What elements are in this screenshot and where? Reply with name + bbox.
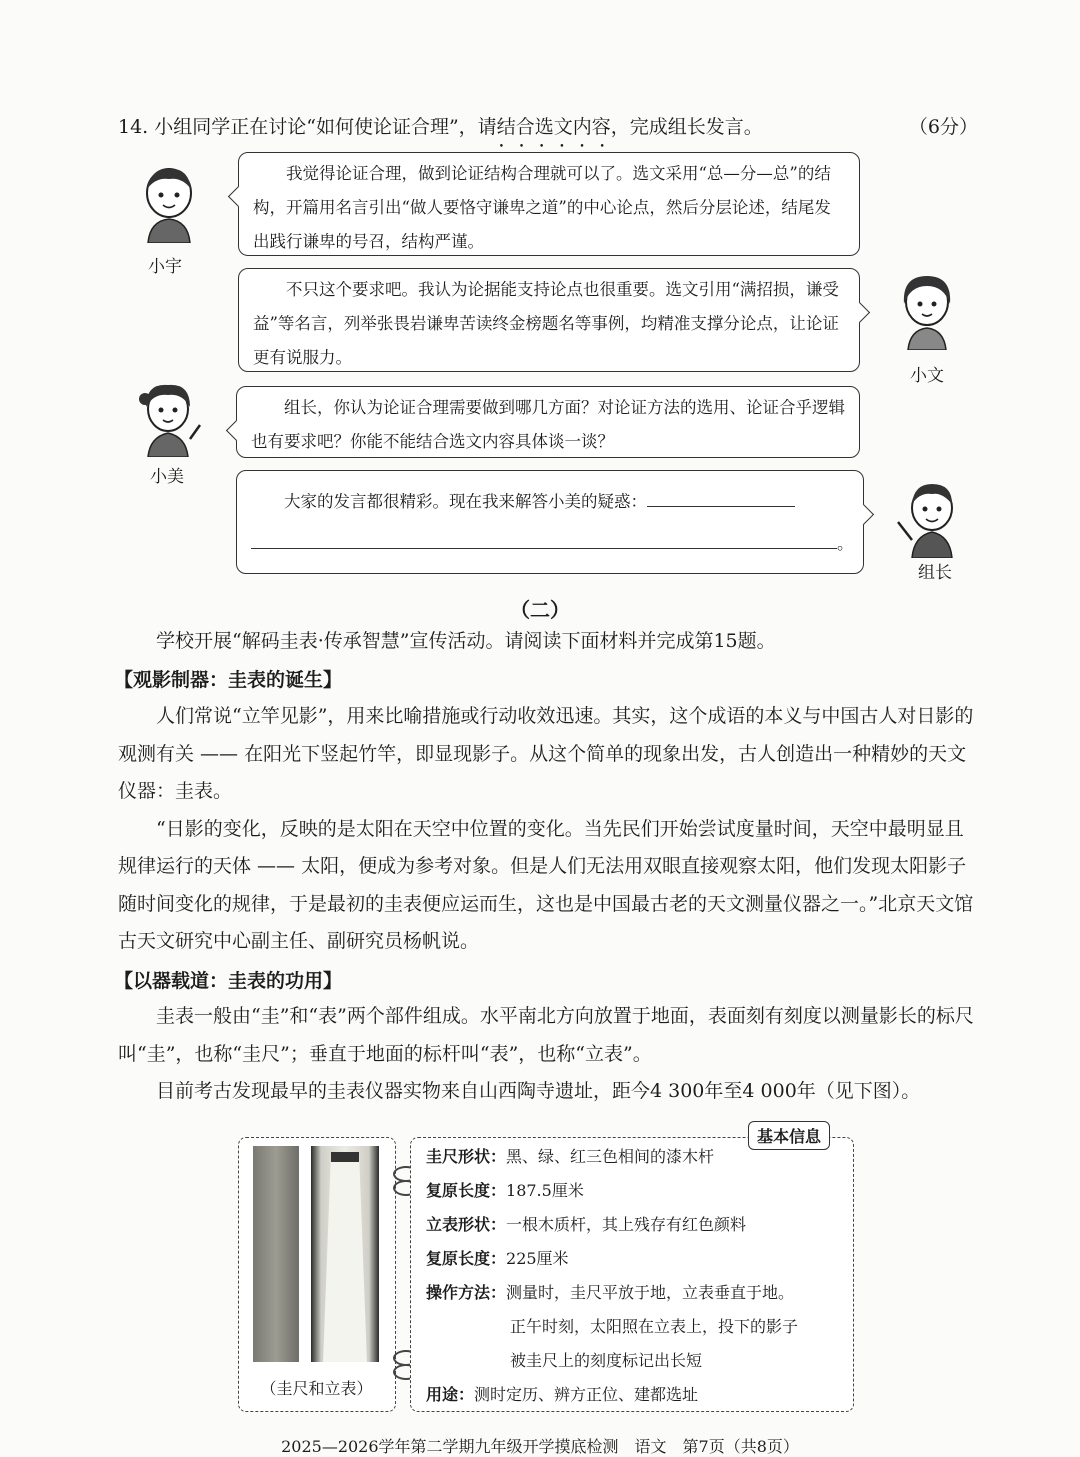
info-row: 圭尺形状：黑、绿、红三色相间的漆木杆 xyxy=(426,1147,715,1166)
speech-bubble-xiaomei xyxy=(236,386,860,458)
speech-xiaomei: 组长，你认为论证合理需要做到哪几方面？对论证方法的选用、论证合乎逻辑也有要求吧？你能不能结合选文内容具体谈一谈？ xyxy=(251,398,845,451)
figure-caption: （圭尺和立表） xyxy=(260,1379,373,1398)
part1-p1: 人们常说“立竿见影”，用来比喻措施或行动收效迅速。其实，这个成语的本义与中国古人对日影的观测有关 —— 在阳光下竖起竹竿，即显现影子。从这个简单的现象出发，古人创造出一种精妙的天文仪器：圭表。 xyxy=(118,705,974,802)
speech-bubble-leader xyxy=(236,470,864,574)
answer-blank-1[interactable] xyxy=(647,488,795,507)
question-text-after: ，完成组长发言。 xyxy=(610,116,763,138)
avatar-leader-icon xyxy=(892,478,962,558)
speech-leader-end: 。 xyxy=(837,534,854,553)
info-row: 立表形状：一根木质杆，其上残存有红色颜料 xyxy=(426,1215,747,1234)
info-row: 复原长度：187.5厘米 xyxy=(426,1181,584,1200)
info-row: 用途：测时定历、辨方正位、建都选址 xyxy=(426,1385,699,1404)
avatar-xiaowen-icon xyxy=(892,270,962,350)
intro-paragraph xyxy=(118,623,978,661)
part2-p2: 目前考古发现最早的圭表仪器实物来自山西陶寺遗址，距今4 300年至4 000年（见下图）。 xyxy=(156,1080,921,1102)
intro-text: 学校开展“解码圭表·传承智慧”宣传活动。请阅读下面材料并完成第15题。 xyxy=(156,630,776,652)
speech-xiaowen: 不只这个要求吧。我认为论据能支持论点也很重要。选文引用“满招损，谦受益”等名言，列举张畏岩谦卑苦读终金榜题名等事例，均精准支撑分论点，让论证更有说服力。 xyxy=(253,280,839,367)
speaker-xiaoyu: 小宇 xyxy=(148,257,182,277)
question-emphasis: 结合选文内容 • • • xyxy=(497,116,611,138)
info-row: 被圭尺上的刻度标记出长短 xyxy=(510,1351,703,1370)
speech-leader: 大家的发言都很精彩。现在我来解答小美的疑惑： xyxy=(284,492,647,511)
info-row: 操作方法：测量时，圭尺平放于地，立表垂直于地。 xyxy=(426,1283,795,1302)
part1-p2: “日影的变化，反映的是太阳在天空中位置的变化。当先民们开始尝试度量时间，天空中最明显且规律运行的天体 —— 太阳，便成为参考对象。但是人们无法用双眼直接观察太阳，他们发现太阳影子随时间变化的规律，于是最初的圭表便应运而生，这也是中国最古老的天文测量仪器之一。”北京天文馆古天文研究中心副主任、副研究员杨帆说。 xyxy=(118,817,974,952)
gui-biao-photo-icon xyxy=(239,1144,394,1374)
question-score: （6分） xyxy=(908,116,978,138)
question-14 xyxy=(118,112,978,139)
answer-blank-2[interactable] xyxy=(251,530,837,549)
speech-xiaoyu: 我觉得论证合理，做到论证结构合理就可以了。选文采用“总—分—总”的结构，开篇用名言引出“做人要恪守谦卑之道”的中心论点，然后分层论述，结尾发出践行谦卑的号召，结构严谨。 xyxy=(253,164,831,251)
info-row: 复原长度：225厘米 xyxy=(426,1249,569,1268)
speech-bubble-xiaowen xyxy=(238,268,860,372)
speaker-leader: 组长 xyxy=(918,563,952,583)
speaker-xiaomei: 小美 xyxy=(150,467,184,487)
info-title: 基本信息 xyxy=(748,1121,830,1150)
figure-photo-panel xyxy=(238,1137,396,1412)
part2-body xyxy=(118,998,978,1111)
speaker-xiaowen: 小文 xyxy=(910,366,944,386)
section-title: （二） xyxy=(510,598,570,622)
avatar-xiaoyu-icon xyxy=(134,163,204,243)
part1-body xyxy=(118,698,978,961)
part2-p1: 圭表一般由“圭”和“表”两个部件组成。水平南北方向放置于地面，表面刻有刻度以测量影长的标尺叫“圭”，也称“圭尺”；垂直于地面的标杆叫“表”，也称“立表”。 xyxy=(118,1005,974,1065)
part1-heading: 【观影制器：圭表的诞生】 xyxy=(114,669,343,691)
avatar-xiaomei-icon xyxy=(136,377,206,457)
info-row: 正午时刻，太阳照在立表上，投下的影子 xyxy=(510,1317,799,1336)
part2-heading: 【以器载道：圭表的功用】 xyxy=(114,970,343,992)
speech-bubble-xiaoyu xyxy=(238,152,860,256)
question-text-before: 14. 小组同学正在讨论“如何使论证合理”，请 xyxy=(118,116,497,138)
page-footer: 2025—2026学年第二学期九年级开学摸底检测 语文 第7页（共8页） xyxy=(281,1437,799,1456)
